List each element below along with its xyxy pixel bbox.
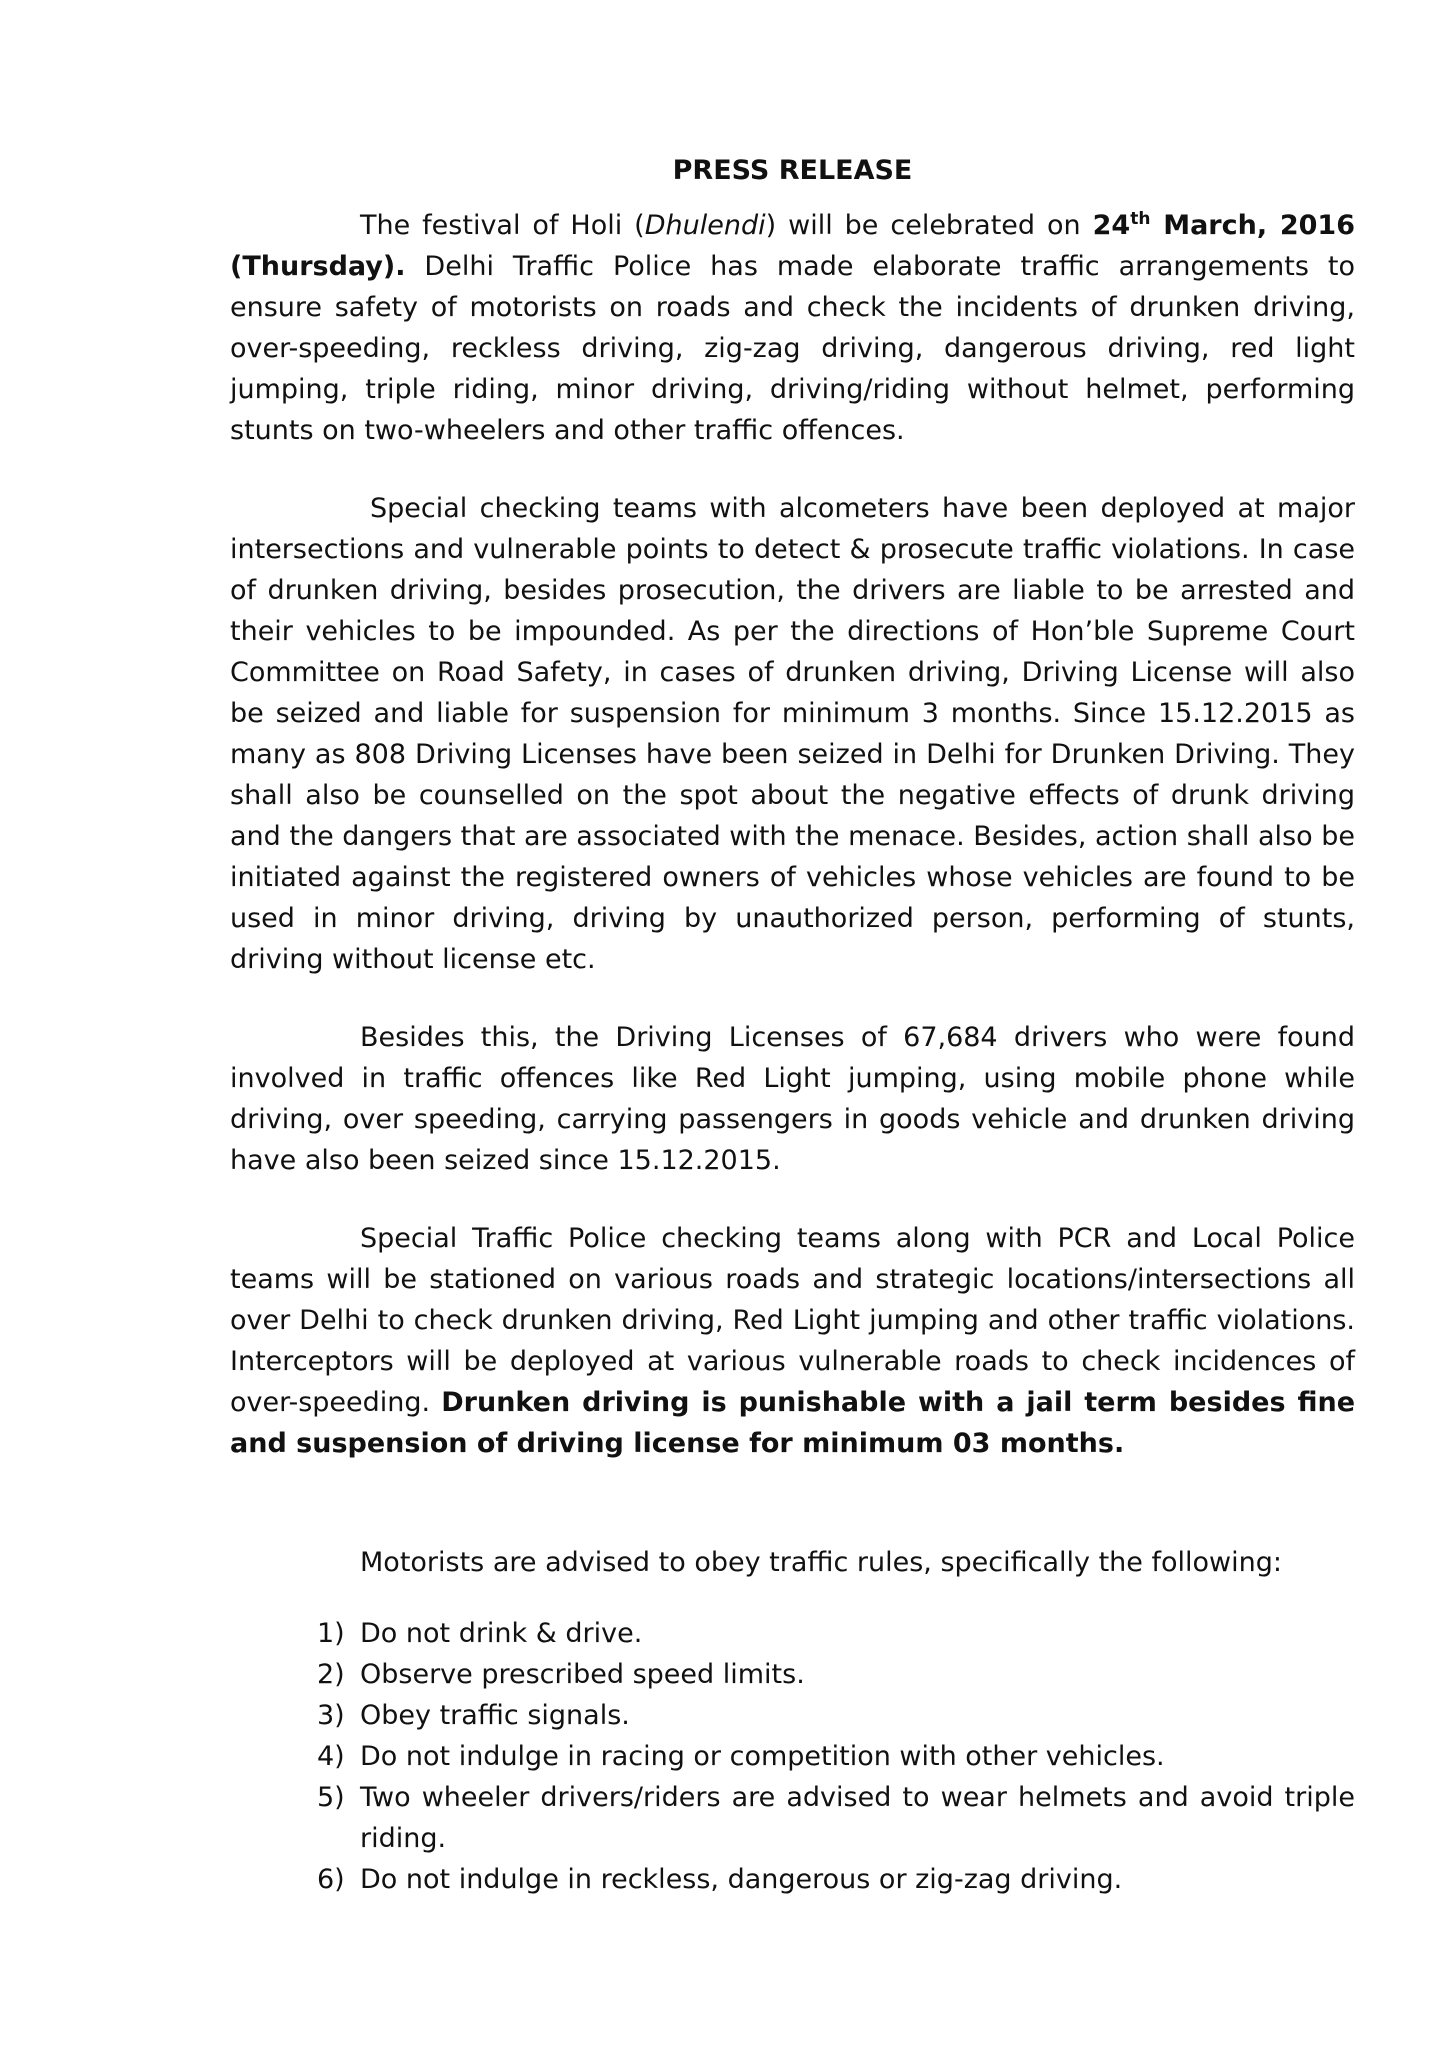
paragraph-holi-announcement xyxy=(230,205,1355,451)
list-item-text: Do not drink & drive. xyxy=(360,1618,643,1649)
press-release-body xyxy=(230,150,1355,1900)
list-item-text: Obey traffic signals. xyxy=(360,1700,630,1731)
paragraph-licenses-seized: Besides this, the Driving Licenses of 67,684 drivers who were found involved in traffic offences like Red Light jumping, using mobile phone while driving, over speeding, carrying passengers in goods vehicle and drunken driving have also been seized since 15.12.2015. xyxy=(230,1022,1355,1176)
list-item-text: Do not indulge in racing or competition with other vehicles. xyxy=(360,1741,1165,1772)
document-title: PRESS RELEASE xyxy=(672,155,913,186)
advice-intro: Motorists are advised to obey traffic rules, specifically the following: xyxy=(360,1547,1282,1578)
list-item-text: Two wheeler drivers/riders are advised to wear helmets and avoid triple riding. xyxy=(360,1782,1355,1854)
list-item-number: 4) xyxy=(317,1741,345,1772)
list-item xyxy=(317,1736,1355,1777)
list-item-text: Observe prescribed speed limits. xyxy=(360,1659,805,1690)
list-item-number: 5) xyxy=(317,1782,345,1813)
list-item xyxy=(317,1859,1355,1900)
p4-text: Special Traffic Police checking teams along with PCR and Local Police teams will be stationed on various roads and strategic locations/intersections all over Delhi to check drunken driving, Red Light jumping and other traffic violations. Interceptors will be deployed at various vulnerable roads to check incidences of over-speeding. xyxy=(230,1223,1355,1418)
p1-text-f: Delhi Traffic Police has made elaborate traffic arrangements to ensure safety of motorists on roads and check the incidents of drunken driving, over-speeding, reckless driving, zig-zag driving, dangerous driving, red light jumping, triple riding, minor driving, driving/riding without helmet, performing stunts on two-wheelers and other traffic offences. xyxy=(230,251,1355,446)
p1-date-day: 24 xyxy=(1092,210,1131,241)
list-item xyxy=(317,1654,1355,1695)
paragraph-checking-teams: Special checking teams with alcometers have been deployed at major intersections and vulnerable points to detect & prosecute traffic violations. In case of drunken driving, besides prosecution, the drivers are liable to be arrested and their vehicles to be impounded. As per the directions of Hon’ble Supreme Court Committee on Road Safety, in cases of drunken driving, Driving License will also be seized and liable for suspension for minimum 3 months. Since 15.12.2015 as many as 808 Driving Licenses have been seized in Delhi for Drunken Driving. They shall also be counselled on the spot about the negative effects of drunk driving and the dangers that are associated with the menace. Besides, action shall also be initiated against the registered owners of vehicles whose vehicles are found to be used in minor driving, driving by unauthorized person, performing of stunts, driving without license etc. xyxy=(230,493,1355,975)
p4-bold-warning: Drunken driving is punishable with a jail term besides fine and suspension of driving license for minimum 03 months. xyxy=(230,1387,1356,1459)
list-item xyxy=(317,1613,1355,1654)
p1-text-c: ) will be celebrated on xyxy=(765,210,1093,241)
list-item-text: Do not indulge in reckless, dangerous or zig-zag driving. xyxy=(360,1864,1123,1895)
p1-date-rest: March, 2016 (Thursday). xyxy=(230,210,1356,282)
p1-text-a: The festival of Holi ( xyxy=(360,210,645,241)
list-item-number: 6) xyxy=(317,1864,345,1895)
p1-date-suffix: th xyxy=(1130,209,1151,229)
p1-italic-dhulendi: Dhulendi xyxy=(644,210,766,241)
list-item xyxy=(317,1695,1355,1736)
traffic-rules-list xyxy=(230,1613,1355,1900)
list-item-number: 3) xyxy=(317,1700,345,1731)
list-item xyxy=(317,1777,1355,1859)
paragraph-traffic-police-teams xyxy=(230,1218,1355,1464)
list-item-number: 1) xyxy=(317,1618,345,1649)
list-item-number: 2) xyxy=(317,1659,345,1690)
